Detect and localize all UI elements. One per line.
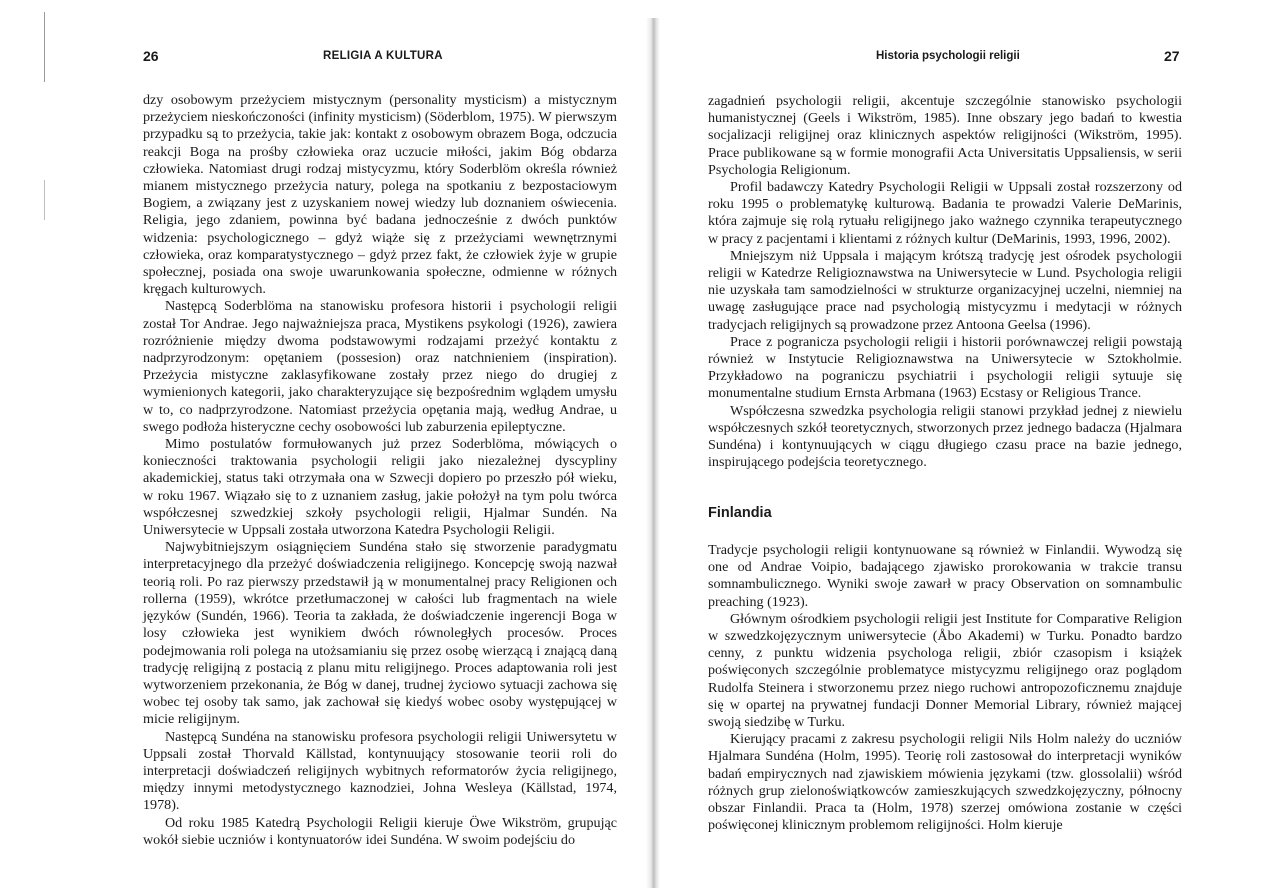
paragraph: Współczesna szwedzka psychologia religii stanowi przykład jednej z niewielu współczesnych szkół teoretycznych, stworzonych przez jednego badacza (Hjalmara Sundéna) i kontynuujących w ciągu długiego czasu prace na bazie jednego, inspirującego podejścia teoretycznego. bbox=[708, 402, 1182, 471]
paragraph: dzy osobowym przeżyciem mistycznym (personality mysticism) a mistycznym przeżyciem nieskończoności (infinity mysticism) (Söderblom, 1975). W pierwszym przypadku są to przeżycia, takie jak: kontakt z osobowym obrazem Boga, odczucia reakcji Boga na prośby człowieka oraz uczucie miłości, jakim Bóg obdarza człowieka. Natomiast drugi rodzaj mistycyzmu, który Soderblöm określa również mianem mistycznego przeżycia natury, polega na spotkaniu z bezpostaciowym Bogiem, a związany jest z uzyskaniem nowej wiedzy lub doznaniem oświecenia. Religia, jego zdaniem, powinna być badana jednocześnie z dwóch punktów widzenia: psychologicznego – gdyż wiąże się z przeżyciami wewnętrznymi człowieka, oraz komparatystycznego – gdyż przez fakt, że człowiek żyje w grupie społecznej, posiada ona swoje uwarunkowania społeczne, odmienne w różnych kręgach kulturowych. bbox=[143, 92, 617, 298]
paragraph: Prace z pogranicza psychologii religii i historii porównawczej religii powstają również w Instytucie Religioznawstwa na Uniwersytecie w Sztokholmie. Przykładowo na pograniczu psychiatrii i psychologii religii sytuuje się monumentalne studium Ernsta Arbmana (1963) Ecstasy or Religious Trance. bbox=[708, 333, 1182, 402]
paragraph: Profil badawczy Katedry Psychologii Religii w Uppsali został rozszerzony od roku 1995 o problematykę kulturową. Badania te prowadzi Valerie DeMarinis, która zajmuje się rolą rytuału religijnego jako ważnego czynnika terapeutycznego w pracy z pacjentami i klientami z różnych kultur (DeMarinis, 1993, 1996, 2002). bbox=[708, 179, 1182, 247]
book-gutter bbox=[646, 18, 660, 888]
paragraph: Następcą Sundéna na stanowisku profesora psychologii religii Uniwersytetu w Uppsali został Thorvald Källstad, kontynuujący stosowanie teorii roli do interpretacji doświadczeń religijnych wybitnych reformatorów życia religijnego, między innymi metodystycznego kaznodziei, Johna Wesleya (Källstad, 1974, 1978). bbox=[143, 728, 617, 814]
paragraph: Głównym ośrodkiem psychologii religii jest Institute for Comparative Religion w szwedzkojęzycznym uniwersytecie (Åbo Akademi) w Turku. Ponadto bardzo cenny, z punktu widzenia psychologa religii, zbiór czasopism i książek poświęconych szczególnie problematyce mistycyzmu religijnego oraz poglądom Rudolfa Steinera i stworzonemu przez niego ruchowi antropozoficznemu znajduje się w opartej na prywatnej fundacji Donner Memorial Library, również mającej swoją siedzibę w Turku. bbox=[708, 610, 1182, 731]
paragraph: Tradycje psychologii religii kontynuowane są również w Finlandii. Wywodzą się one od Andrae Voipio, badającego zjawisko prorokowania w trakcie transu somnambulicznego. Wyniki swoje zawarł w pracy Observation on somnambulic preaching (1923). bbox=[708, 542, 1182, 610]
paragraph: zagadnień psychologii religii, akcentuje szczególnie stanowisko psychologii humanistycznej (Geels i Wikström, 1985). Inne obszary jego badań to kwestia socjalizacji religijnej oraz klinicznych aspektów religijności (Wikström, 1995). Prace publikowane są w formie monografii Acta Universitatis Uppsaliensis, w serii Psychologia Religionum. bbox=[708, 93, 1182, 178]
left-running-head: RELIGIA A KULTURA bbox=[323, 50, 443, 62]
paragraph: Mniejszym niż Uppsala i mającym krótszą tradycję jest ośrodek psychologii religii w Katedrze Religioznawstwa na Uniwersytecie w Lund. Psychologia religii nie uzyskała tam samodzielności w strukturze organizacyjnej uczelni, niemniej na uwagę zasługujące prace nad psychologią mistycyzmu i medytacji w różnych tradycjach religijnych są prowadzone przez Antoona Geelsa (1996). bbox=[708, 247, 1182, 333]
right-running-head: Historia psychologii religii bbox=[876, 50, 1020, 62]
right-page-number: 27 bbox=[1164, 48, 1180, 64]
paragraph: Od roku 1985 Katedrą Psychologii Religii kieruje Öwe Wikström, grupując wokół siebie uczniów i kontynuatorów idei Sundéna. W swoim podejściu do bbox=[143, 814, 617, 848]
left-page-body bbox=[143, 92, 617, 849]
paragraph: Najwybitniejszym osiągnięciem Sundéna stało się stworzenie paradygmatu interpretacyjnego dla przeżyć doświadczenia religijnego. Koncepcję swoją nazwał teorią roli. Po raz pierwszy przedstawił ją w monumentalnej pracy Religionen och rollerna (1959), wkrótce przetłumaczonej w całości lub fragmentach na wiele języków (Sundén, 1966). Teoria ta zakłada, że doświadczenie ingerencji Boga w losy człowieka jest wynikiem dwóch równoległych procesów. Proces podejmowania roli polega na utożsamianiu się przez osobę wierzącą i znającą daną tradycję religijną z postacią z planu mitu religijnego. Proces adaptowania roli jest wytworzeniem przekonania, że Bóg w danej, trudnej życiowo sytuacji zachowa się wobec tej osoby tak samo, jak zachował się kiedyś wobec osoby występującej w micie religijnym. bbox=[143, 539, 617, 728]
paragraph: Mimo postulatów formułowanych już przez Soderblöma, mówiących o konieczności traktowania psychologii religii jako niezależnej dyscypliny akademickiej, status taki otrzymała ona w Szwecji dopiero po przeszło pół wieku, w roku 1967. Wiązało się to z uznaniem zasług, jakie położył na tym polu twórca współczesnej szwedzkiej szkoły psychologii religii, Hjalmar Sundén. Na Uniwersytecie w Uppsali została utworzona Katedra Psychologii Religii. bbox=[143, 436, 617, 539]
scan-edge-mark bbox=[44, 180, 45, 220]
paragraph: Kierujący pracami z zakresu psychologii religii Nils Holm należy do uczniów Hjalmara Sundéna (Holm, 1995). Teorię roli zastosował do interpretacji wyników badań empirycznych nad zjawiskiem mówienia językami (tzw. glossolalii) wśród różnych grup zielonoświątkowców zamieszkujących szwedzkojęzyczny, północny obszar Finlandii. Praca ta (Holm, 1978) szerzej omówiona zostanie w części poświęconej klinicznym problemom religijności. Holm kieruje bbox=[708, 731, 1182, 834]
scan-edge-mark bbox=[44, 12, 45, 82]
right-page-body bbox=[708, 93, 1182, 471]
left-page-number: 26 bbox=[143, 48, 159, 64]
paragraph: Następcą Soderblöma na stanowisku profesora historii i psychologii religii został Tor Andrae. Jego najważniejsza praca, Mystikens psykologi (1926), zawiera rozróżnienie między dwoma podstawowymi rodzajami przeżyć kontaktu z nadprzyrodzonym: opętaniem (possesion) oraz natchnieniem (inspiration). Przeżycia mistyczne zaklasyfikowane zostały przez niego do drugiej z wymienionych kategorii, jako charakteryzujące się bezpośrednim wglądem umysłu w to, co nadprzyrodzone. Natomiast przeżycia opętania mają, według Andrae, u swego podłoża histeryczne cechy osobowości lub zaburzenia epileptyczne. bbox=[143, 298, 617, 435]
section-heading: Finlandia bbox=[708, 505, 772, 521]
right-page-section-body bbox=[708, 542, 1182, 834]
